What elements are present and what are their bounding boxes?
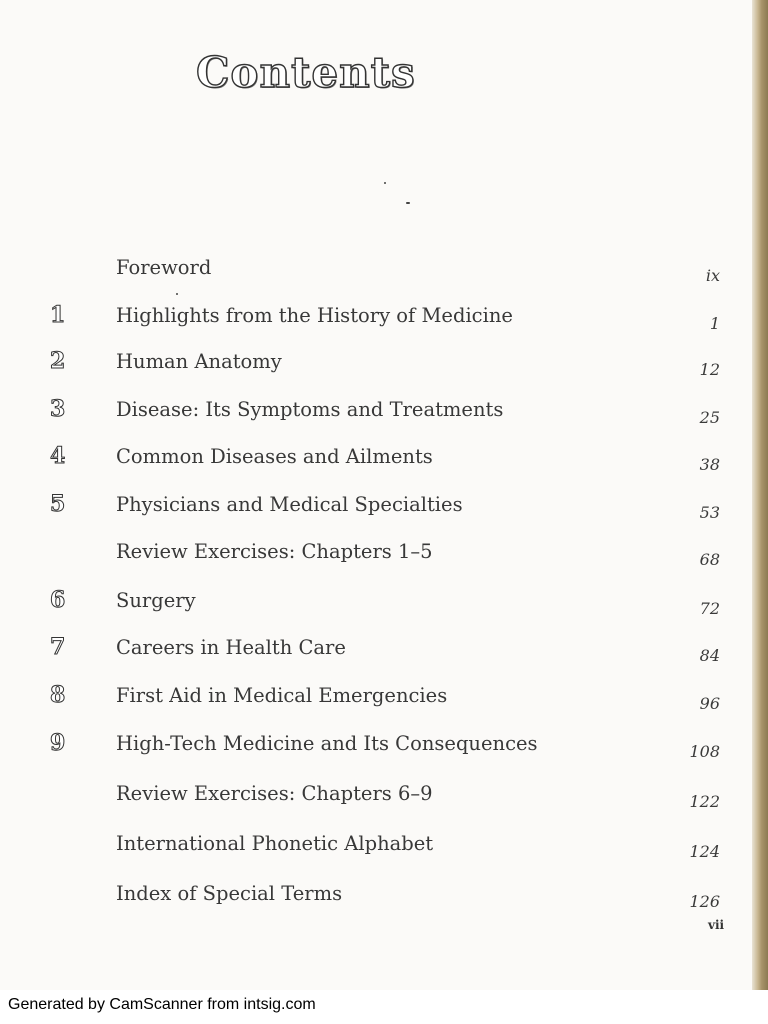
toc-entry-label: International Phonetic Alphabet [116, 832, 434, 855]
toc-entry-label: Review Exercises: Chapters 6–9 [116, 782, 433, 805]
toc-entry-page: 122 [689, 792, 720, 811]
chapter-number: 7 [50, 634, 66, 660]
page-folio-number: vii [708, 918, 725, 932]
toc-entry-label: First Aid in Medical Emergencies [116, 684, 448, 707]
ink-speck [384, 182, 386, 184]
toc-entry-chapter-5[interactable] [0, 491, 740, 525]
chapter-number: 5 [50, 491, 66, 517]
toc-entry-index[interactable] [0, 880, 740, 914]
toc-entry-page: 72 [699, 599, 720, 618]
ink-speck [176, 293, 178, 295]
toc-entry-page: 12 [699, 360, 720, 379]
toc-entry-label: Common Diseases and Ailments [116, 445, 433, 468]
toc-entry-page: 126 [689, 892, 720, 911]
toc-entry-page: 108 [689, 742, 720, 761]
chapter-number: 8 [50, 682, 66, 708]
ink-speck [406, 202, 410, 204]
chapter-number: 4 [50, 443, 66, 469]
chapter-number: 2 [50, 348, 66, 374]
toc-entry-chapter-1[interactable] [0, 302, 740, 336]
toc-entry-label: High-Tech Medicine and Its Consequences [116, 732, 538, 755]
toc-entry-foreword[interactable] [0, 254, 740, 288]
toc-entry-page: 38 [699, 455, 720, 474]
toc-entry-label: Review Exercises: Chapters 1–5 [116, 540, 433, 563]
toc-entry-chapter-4[interactable] [0, 443, 740, 477]
toc-entry-chapter-8[interactable] [0, 682, 740, 716]
page-title: Contents [196, 48, 416, 97]
toc-entry-page: 124 [689, 842, 720, 861]
chapter-number: 6 [50, 587, 66, 613]
chapter-number: 3 [50, 396, 66, 422]
toc-entry-label: Physicians and Medical Specialties [116, 493, 463, 516]
scanner-footer [0, 990, 768, 1024]
toc-entry-chapter-2[interactable] [0, 348, 740, 382]
toc-entry-page: 68 [699, 550, 720, 569]
toc-entry-label: Careers in Health Care [116, 636, 346, 659]
toc-entry-page: ix [705, 266, 720, 285]
toc-entry-label: Index of Special Terms [116, 882, 343, 905]
toc-entry-label: Disease: Its Symptoms and Treatments [116, 398, 504, 421]
toc-entry-review-1-5[interactable] [0, 538, 740, 572]
toc-entry-chapter-7[interactable] [0, 634, 740, 668]
toc-entry-review-6-9[interactable] [0, 780, 740, 814]
toc-entry-label: Foreword [116, 256, 212, 279]
toc-entry-chapter-9[interactable] [0, 730, 740, 764]
toc-entry-page: 84 [699, 646, 720, 665]
toc-entry-page: 96 [699, 694, 720, 713]
chapter-number: 1 [50, 302, 66, 328]
toc-entry-page: 1 [709, 314, 720, 333]
toc-entry-chapter-6[interactable] [0, 587, 740, 621]
book-spine-edge [752, 0, 768, 990]
toc-entry-label: Surgery [116, 589, 196, 612]
toc-entry-page: 25 [699, 408, 720, 427]
toc-entry-chapter-3[interactable] [0, 396, 740, 430]
toc-entry-page: 53 [699, 503, 720, 522]
toc-entry-label: Highlights from the History of Medicine [116, 304, 513, 327]
toc-entry-label: Human Anatomy [116, 350, 282, 373]
chapter-number: 9 [50, 730, 66, 756]
scanner-watermark-text: Generated by CamScanner from intsig.com [8, 996, 316, 1013]
toc-entry-phonetic-alphabet[interactable] [0, 830, 740, 864]
